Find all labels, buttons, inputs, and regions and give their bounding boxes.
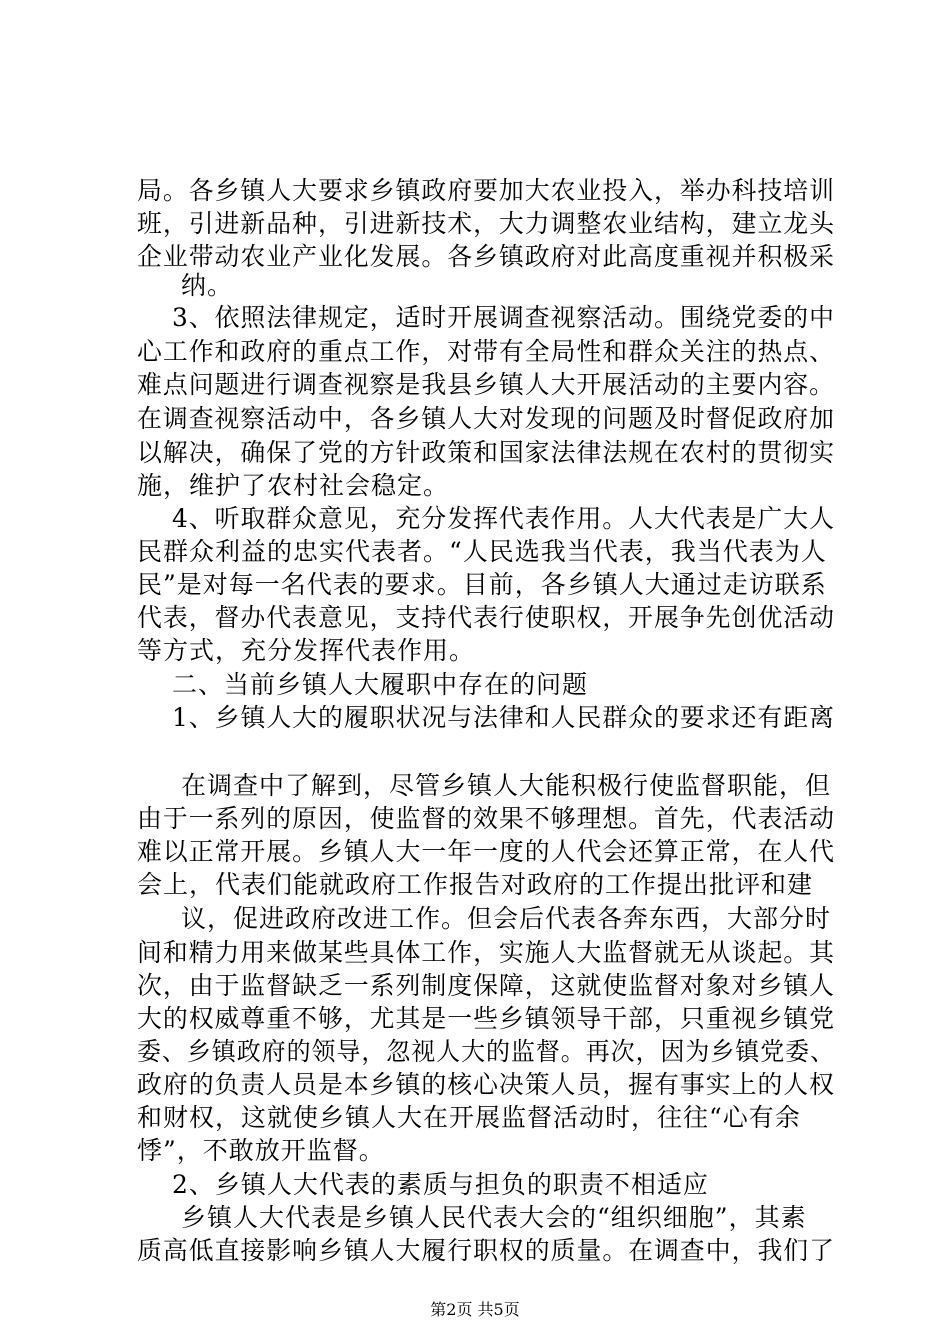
text-line: 委、乡镇政府的领导，忽视人大的监督。再次，因为乡镇党委、	[137, 1037, 836, 1066]
text-line: 3、依照法律规定，适时开展调查视察活动。围绕党委的中	[172, 303, 835, 332]
text-line: 代表，督办代表意见，支持代表行使职权，开展争先创优活动	[137, 603, 836, 632]
section-heading: 二、当前乡镇人大履职中存在的问题	[172, 670, 589, 699]
text-line: 在调查视察活动中，各乡镇人大对发现的问题及时督促政府加	[137, 404, 836, 433]
text-line: 等方式，充分发挥代表作用。	[137, 636, 476, 665]
text-line: 心工作和政府的重点工作，对带有全局性和群众关注的热点、	[137, 337, 836, 366]
text-line: 班，引进新品种，引进新技术，大力调整农业结构，建立龙头	[137, 209, 836, 238]
text-line: 民群众利益的忠实代表者。“人民选我当代表，我当代表为人	[137, 537, 827, 566]
text-line: 难点问题进行调查视察是我县乡镇人大开展活动的主要内容。	[137, 370, 836, 399]
text-line: 间和精力用来做某些具体工作，实施人大监督就无从谈起。其	[137, 938, 836, 967]
text-line: 会上，代表们能就政府工作报告对政府的工作提出批评和建	[137, 870, 814, 899]
text-line: 次，由于监督缺乏一系列制度保障，这就使监督对象对乡镇人	[137, 971, 836, 1000]
text-line: 由于一系列的原因，使监督的效果不够理想。首先，代表活动	[137, 804, 836, 833]
text-line: 企业带动农业产业化发展。各乡镇政府对此高度重视并积极采	[137, 242, 836, 271]
text-line: 施，维护了农村社会稳定。	[137, 471, 450, 500]
text-line: 局。各乡镇人大要求乡镇政府要加大农业投入，举办科技培训	[137, 176, 836, 205]
text-line: 在调查中了解到，尽管乡镇人大能积极行使监督职能，但	[181, 771, 832, 800]
text-line: 纳。	[181, 271, 234, 300]
text-line: 4、听取群众意见，充分发挥代表作用。人大代表是广大人	[172, 504, 835, 533]
text-line: 乡镇人大代表是乡镇人民代表大会的“组织细胞”，其素	[181, 1203, 807, 1232]
text-line: 民”是对每一名代表的要求。目前，各乡镇人大通过走访联系	[137, 570, 827, 599]
text-line: 和财权，这就使乡镇人大在开展监督活动时，往往“心有余	[137, 1103, 801, 1132]
subsection-heading: 1、乡镇人大的履职状况与法律和人民群众的要求还有距离	[172, 703, 835, 732]
page-number-footer: 第2页 共5页	[430, 1300, 520, 1319]
text-line: 难以正常开展。乡镇人大一年一度的人代会还算正常，在人代	[137, 837, 836, 866]
text-line: 以解决，确保了党的方针政策和国家法律法规在农村的贯彻实	[137, 438, 836, 467]
text-line: 大的权威尊重不够，尤其是一些乡镇领导干部，只重视乡镇党	[137, 1004, 836, 1033]
subsection-heading: 2、乡镇人大代表的素质与担负的职责不相适应	[172, 1170, 709, 1199]
text-line: 议，促进政府改进工作。但会后代表各奔东西，大部分时	[181, 904, 832, 933]
text-line: 悸”，不敢放开监督。	[137, 1136, 385, 1165]
text-line: 政府的负责人员是本乡镇的核心决策人员，握有事实上的人权	[137, 1070, 836, 1099]
text-line: 质高低直接影响乡镇人大履行职权的质量。在调查中，我们了	[137, 1236, 836, 1265]
